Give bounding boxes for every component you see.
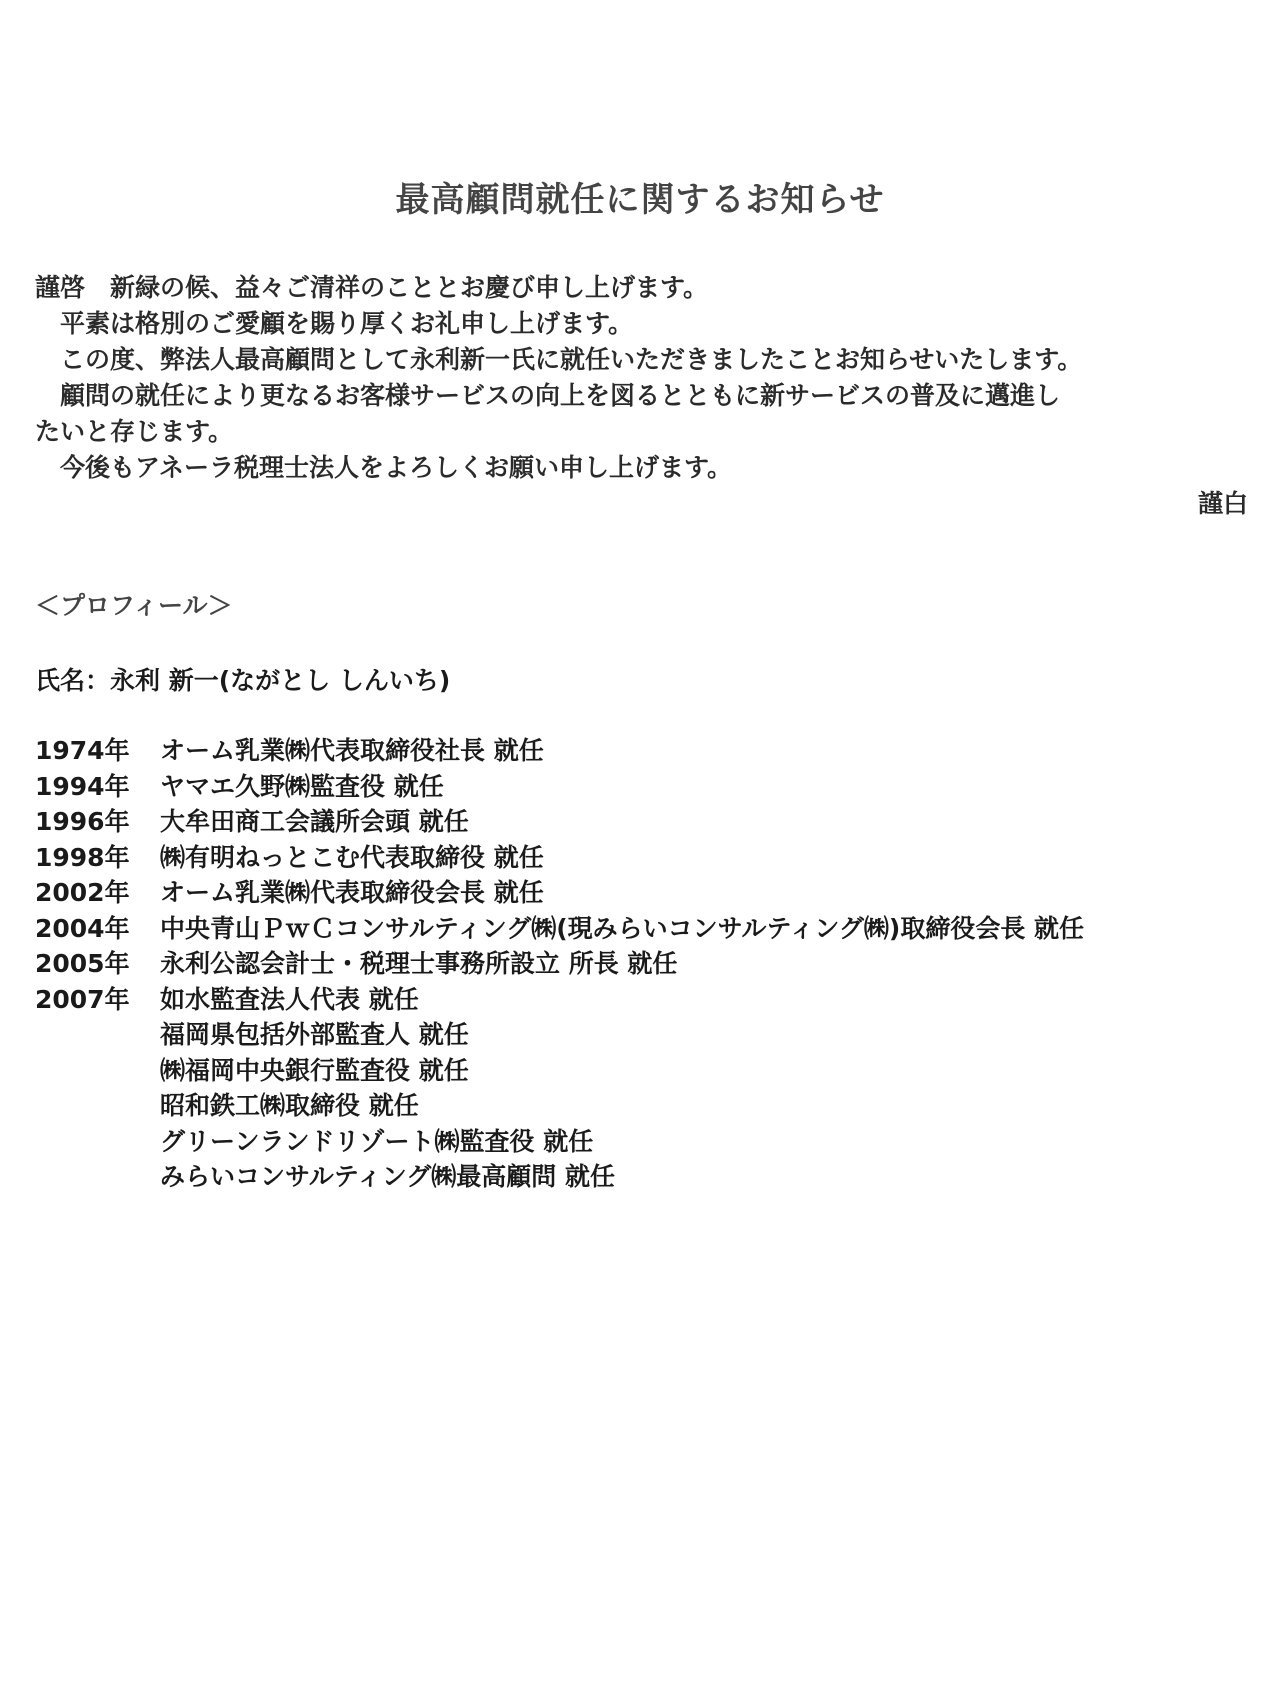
career-row: [35, 911, 1270, 947]
career-row: [35, 804, 1270, 840]
career-row: [35, 1088, 1270, 1124]
career-row: [35, 875, 1270, 911]
career-year: 1998年: [35, 842, 130, 872]
career-row: [35, 840, 1270, 876]
profile-heading: ＜プロフィール＞: [35, 591, 233, 620]
letter-line: この度、弊法人最高顧問として永利新一氏に就任いただきましたことお知らせいたします。: [35, 345, 1083, 374]
career-year: 1996年: [35, 807, 130, 836]
career-description: オーム乳業㈱代表取締役社長 就任: [160, 736, 544, 765]
career-year: 2004年: [35, 913, 130, 943]
career-description: みらいコンサルティング㈱最高顧問 就任: [160, 1162, 615, 1191]
career-description: 中央青山ＰｗＣコンサルティング㈱(現みらいコンサルティング㈱)取締役会長 就任: [160, 913, 1085, 943]
career-row: [35, 1124, 1270, 1160]
career-year: 2007年: [35, 984, 130, 1014]
career-description: 昭和鉄工㈱取締役 就任: [160, 1091, 419, 1120]
career-description: グリーンランドリゾート㈱監査役 就任: [160, 1126, 594, 1156]
career-year: [35, 1088, 160, 1124]
career-description: 大牟田商工会議所会頭 就任: [160, 807, 469, 836]
career-year: [35, 1124, 160, 1160]
career-description: 如水監査法人代表 就任: [160, 984, 419, 1014]
letter-body: [35, 270, 1265, 522]
letter-line: 謹啓 新緑の候、益々ご清祥のこととお慶び申し上げます。: [35, 273, 709, 302]
career-year: 1994年: [35, 771, 130, 801]
career-row: [35, 1053, 1270, 1089]
page-title: 最高顧問就任に関するお知らせ: [395, 179, 885, 220]
career-year: 2002年: [35, 878, 130, 907]
profile-name: 氏名：永利 新一(ながとし しんいち): [35, 666, 451, 695]
career-row: [35, 733, 1270, 769]
letter-line: 平素は格別のご愛顧を賜り厚くお礼申し上げます。: [35, 309, 634, 338]
career-row: [35, 946, 1270, 982]
career-description: 永利公認会計士・税理士事務所設立 所長 就任: [160, 949, 678, 978]
career-year: [35, 1159, 160, 1195]
letter-line: 今後もアネーラ税理士法人をよろしくお願い申し上げます。: [35, 453, 733, 482]
career-description: ヤマエ久野㈱監査役 就任: [160, 771, 444, 801]
career-year: 1974年: [35, 736, 130, 765]
career-description: ㈱福岡中央銀行監査役 就任: [160, 1055, 469, 1085]
career-year: [35, 1017, 160, 1053]
career-year: [35, 1053, 160, 1089]
career-row: [35, 1017, 1270, 1053]
career-description: ㈱有明ねっとこむ代表取締役 就任: [160, 842, 544, 872]
career-description: 福岡県包括外部監査人 就任: [160, 1020, 469, 1049]
career-year: 2005年: [35, 949, 130, 978]
letter-closing: 謹白: [1197, 489, 1248, 518]
career-row: [35, 769, 1270, 805]
letter-line: たいと存じます。: [35, 417, 234, 446]
career-row: [35, 1159, 1270, 1195]
career-row: [35, 982, 1270, 1018]
letter-line: 顧問の就任により更なるお客様サービスの向上を図るとともに新サービスの普及に邁進し: [35, 381, 1061, 410]
career-list: [35, 733, 1270, 1195]
career-description: オーム乳業㈱代表取締役会長 就任: [160, 878, 544, 907]
